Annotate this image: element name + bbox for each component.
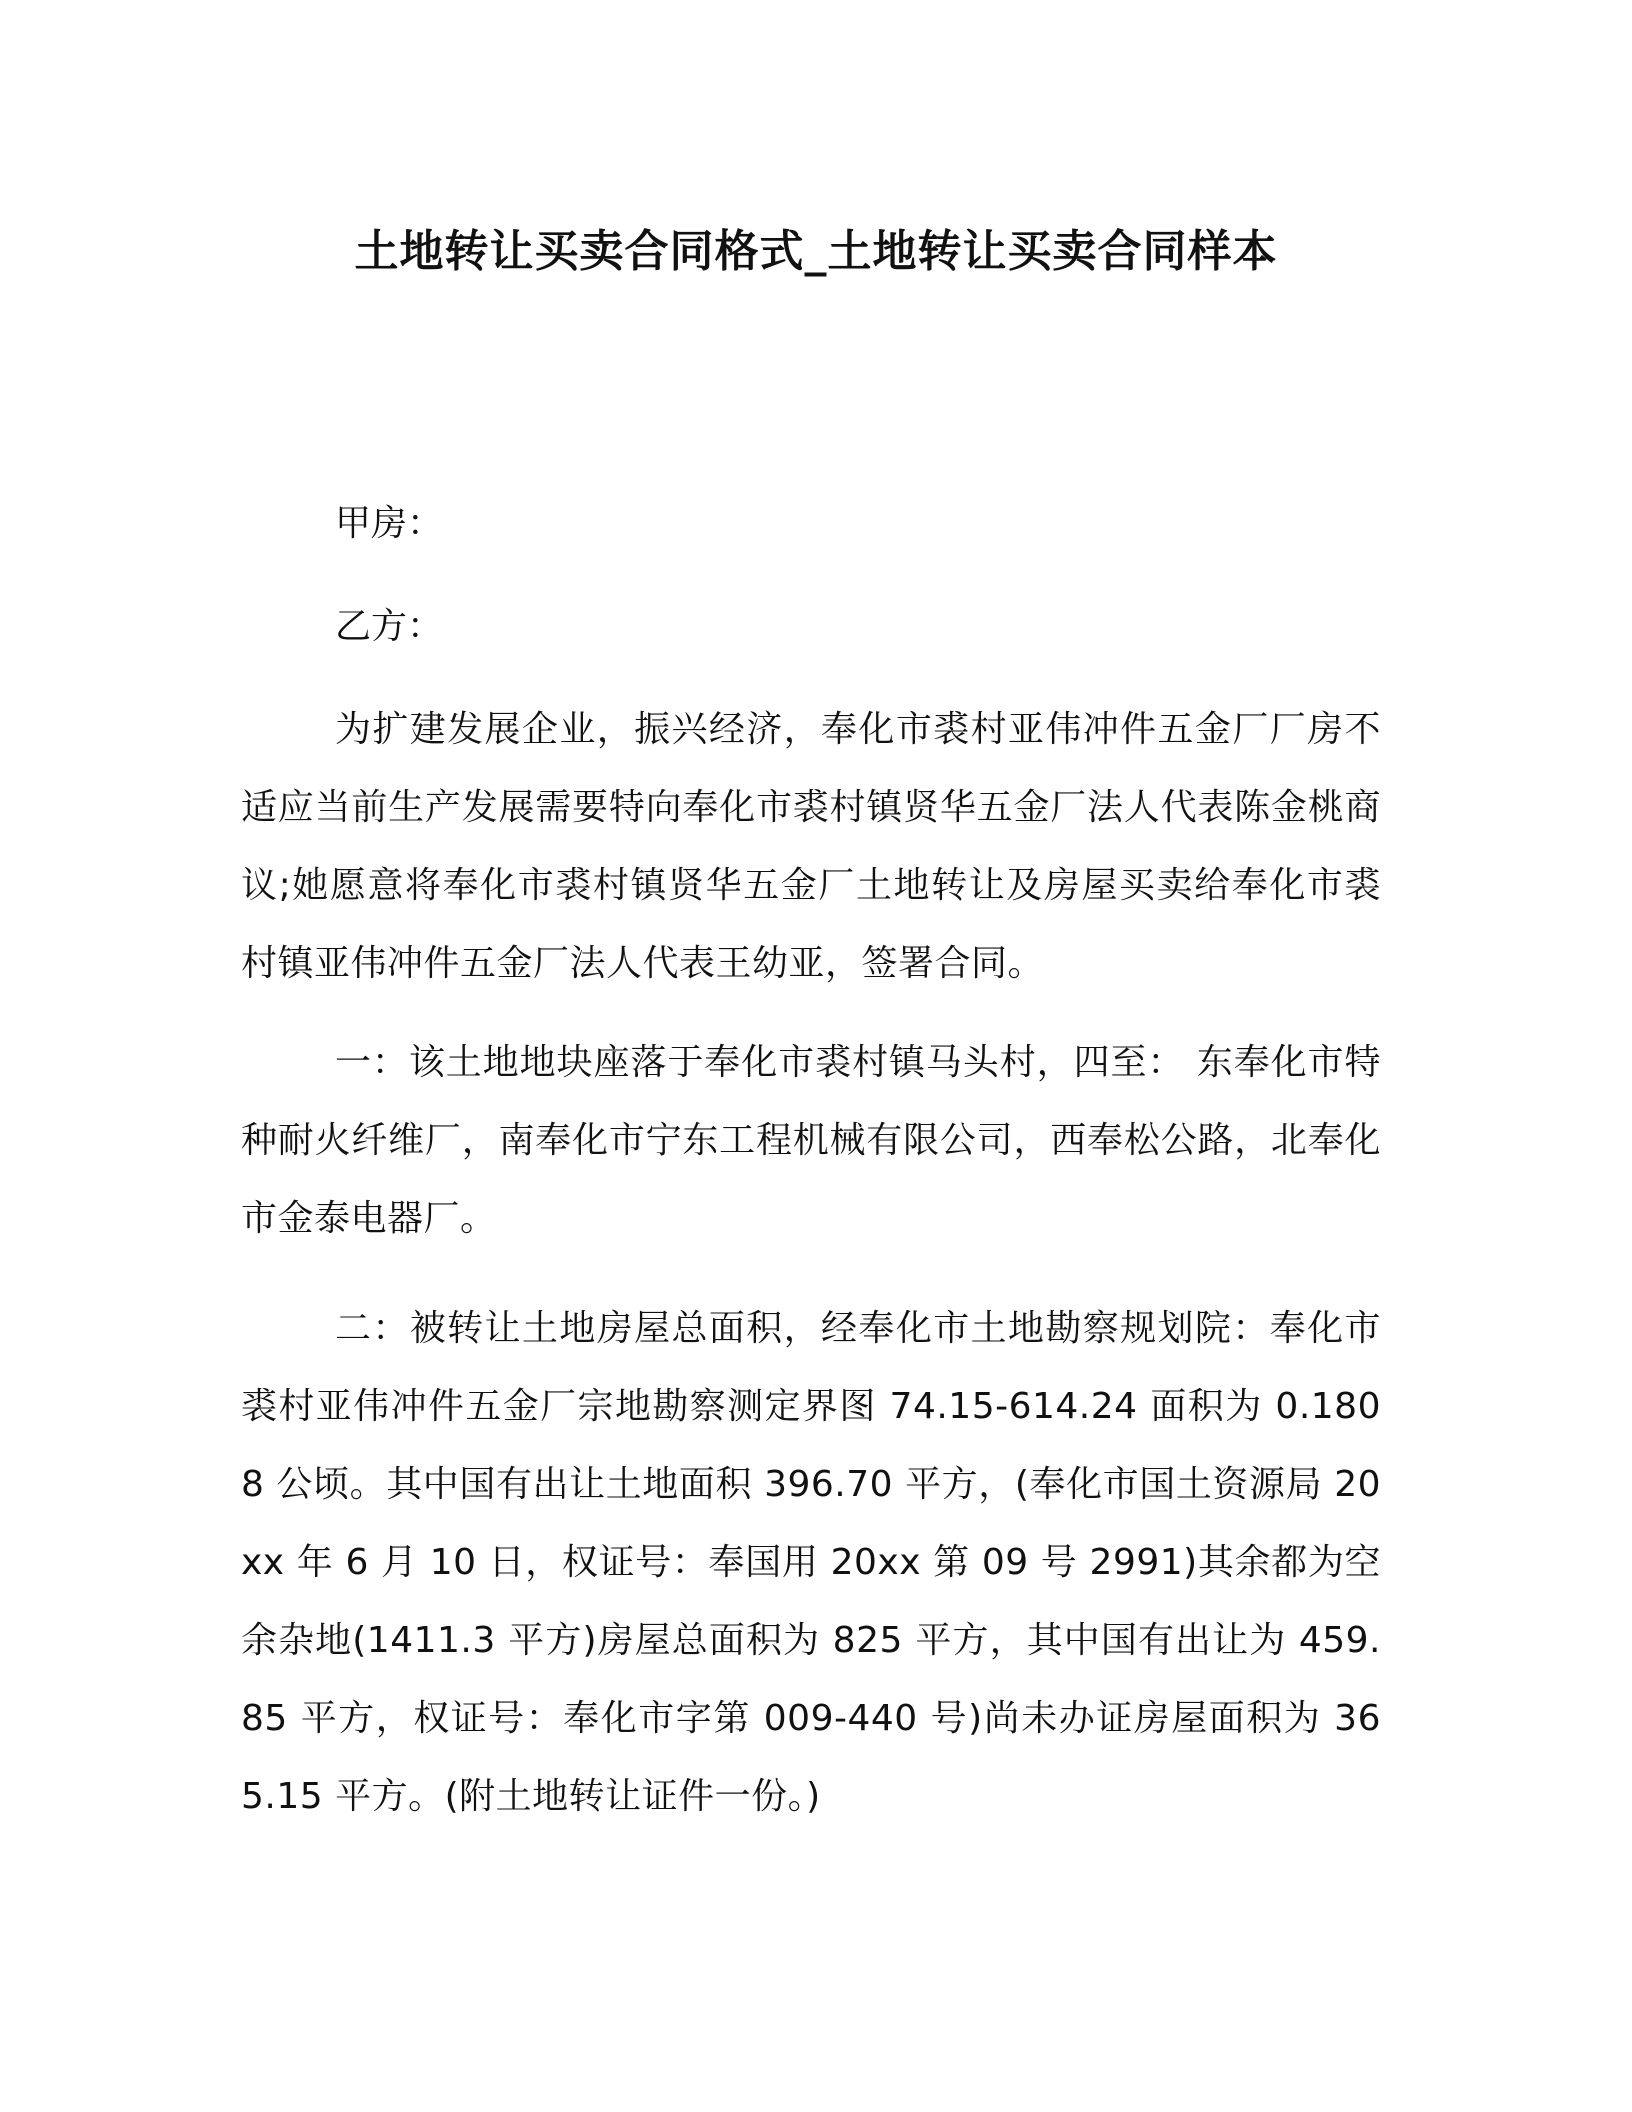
intro-paragraph-block: [241, 691, 1381, 1003]
intro-paragraph: 为扩建发展企业，振兴经济，奉化市裘村亚伟冲件五金厂厂房不适应当前生产发展需要特向奉化市裘村镇贤华五金厂法人代表陈金桃商议;她愿意将奉化市裘村镇贤华五金厂土地转让及房屋买卖给奉化市裘村镇亚伟冲件五金厂法人代表王幼亚，签署合同。: [241, 709, 1381, 984]
document-title: 土地转让买卖合同格式_土地转让买卖合同样本: [354, 226, 1278, 277]
clause-two-block: [241, 1290, 1381, 1836]
party-b-label: 乙方：: [335, 606, 444, 647]
clause-one-block: [241, 1024, 1381, 1258]
clause-two-paragraph: 二：被转让土地房屋总面积，经奉化市土地勘察规划院：奉化市裘村亚伟冲件五金厂宗地勘察测定界图 74.15-614.24 面积为 0.1808 公顷。其中国有出让土地面积 396.70 平方，(奉化市国土资源局 20xx 年 6 月 10 日，权证号：奉国用 20xx 第 09 号 2991)其余都为空余杂地(1411.3 平方)房屋总面积为 825 平方，其中国有出让为 459.85 平方，权证号：奉化市字第 009-440 号)尚未办证房屋面积为 365.15 平方。(附土地转让证件一份。): [241, 1308, 1381, 1817]
party-a-label: 甲房：: [335, 503, 444, 544]
clause-one-paragraph: 一：该土地地块座落于奉化市裘村镇马头村，四至： 东奉化市特种耐火纤维厂，南奉化市宁东工程机械有限公司，西奉松公路，北奉化市金泰电器厂。: [241, 1042, 1381, 1239]
